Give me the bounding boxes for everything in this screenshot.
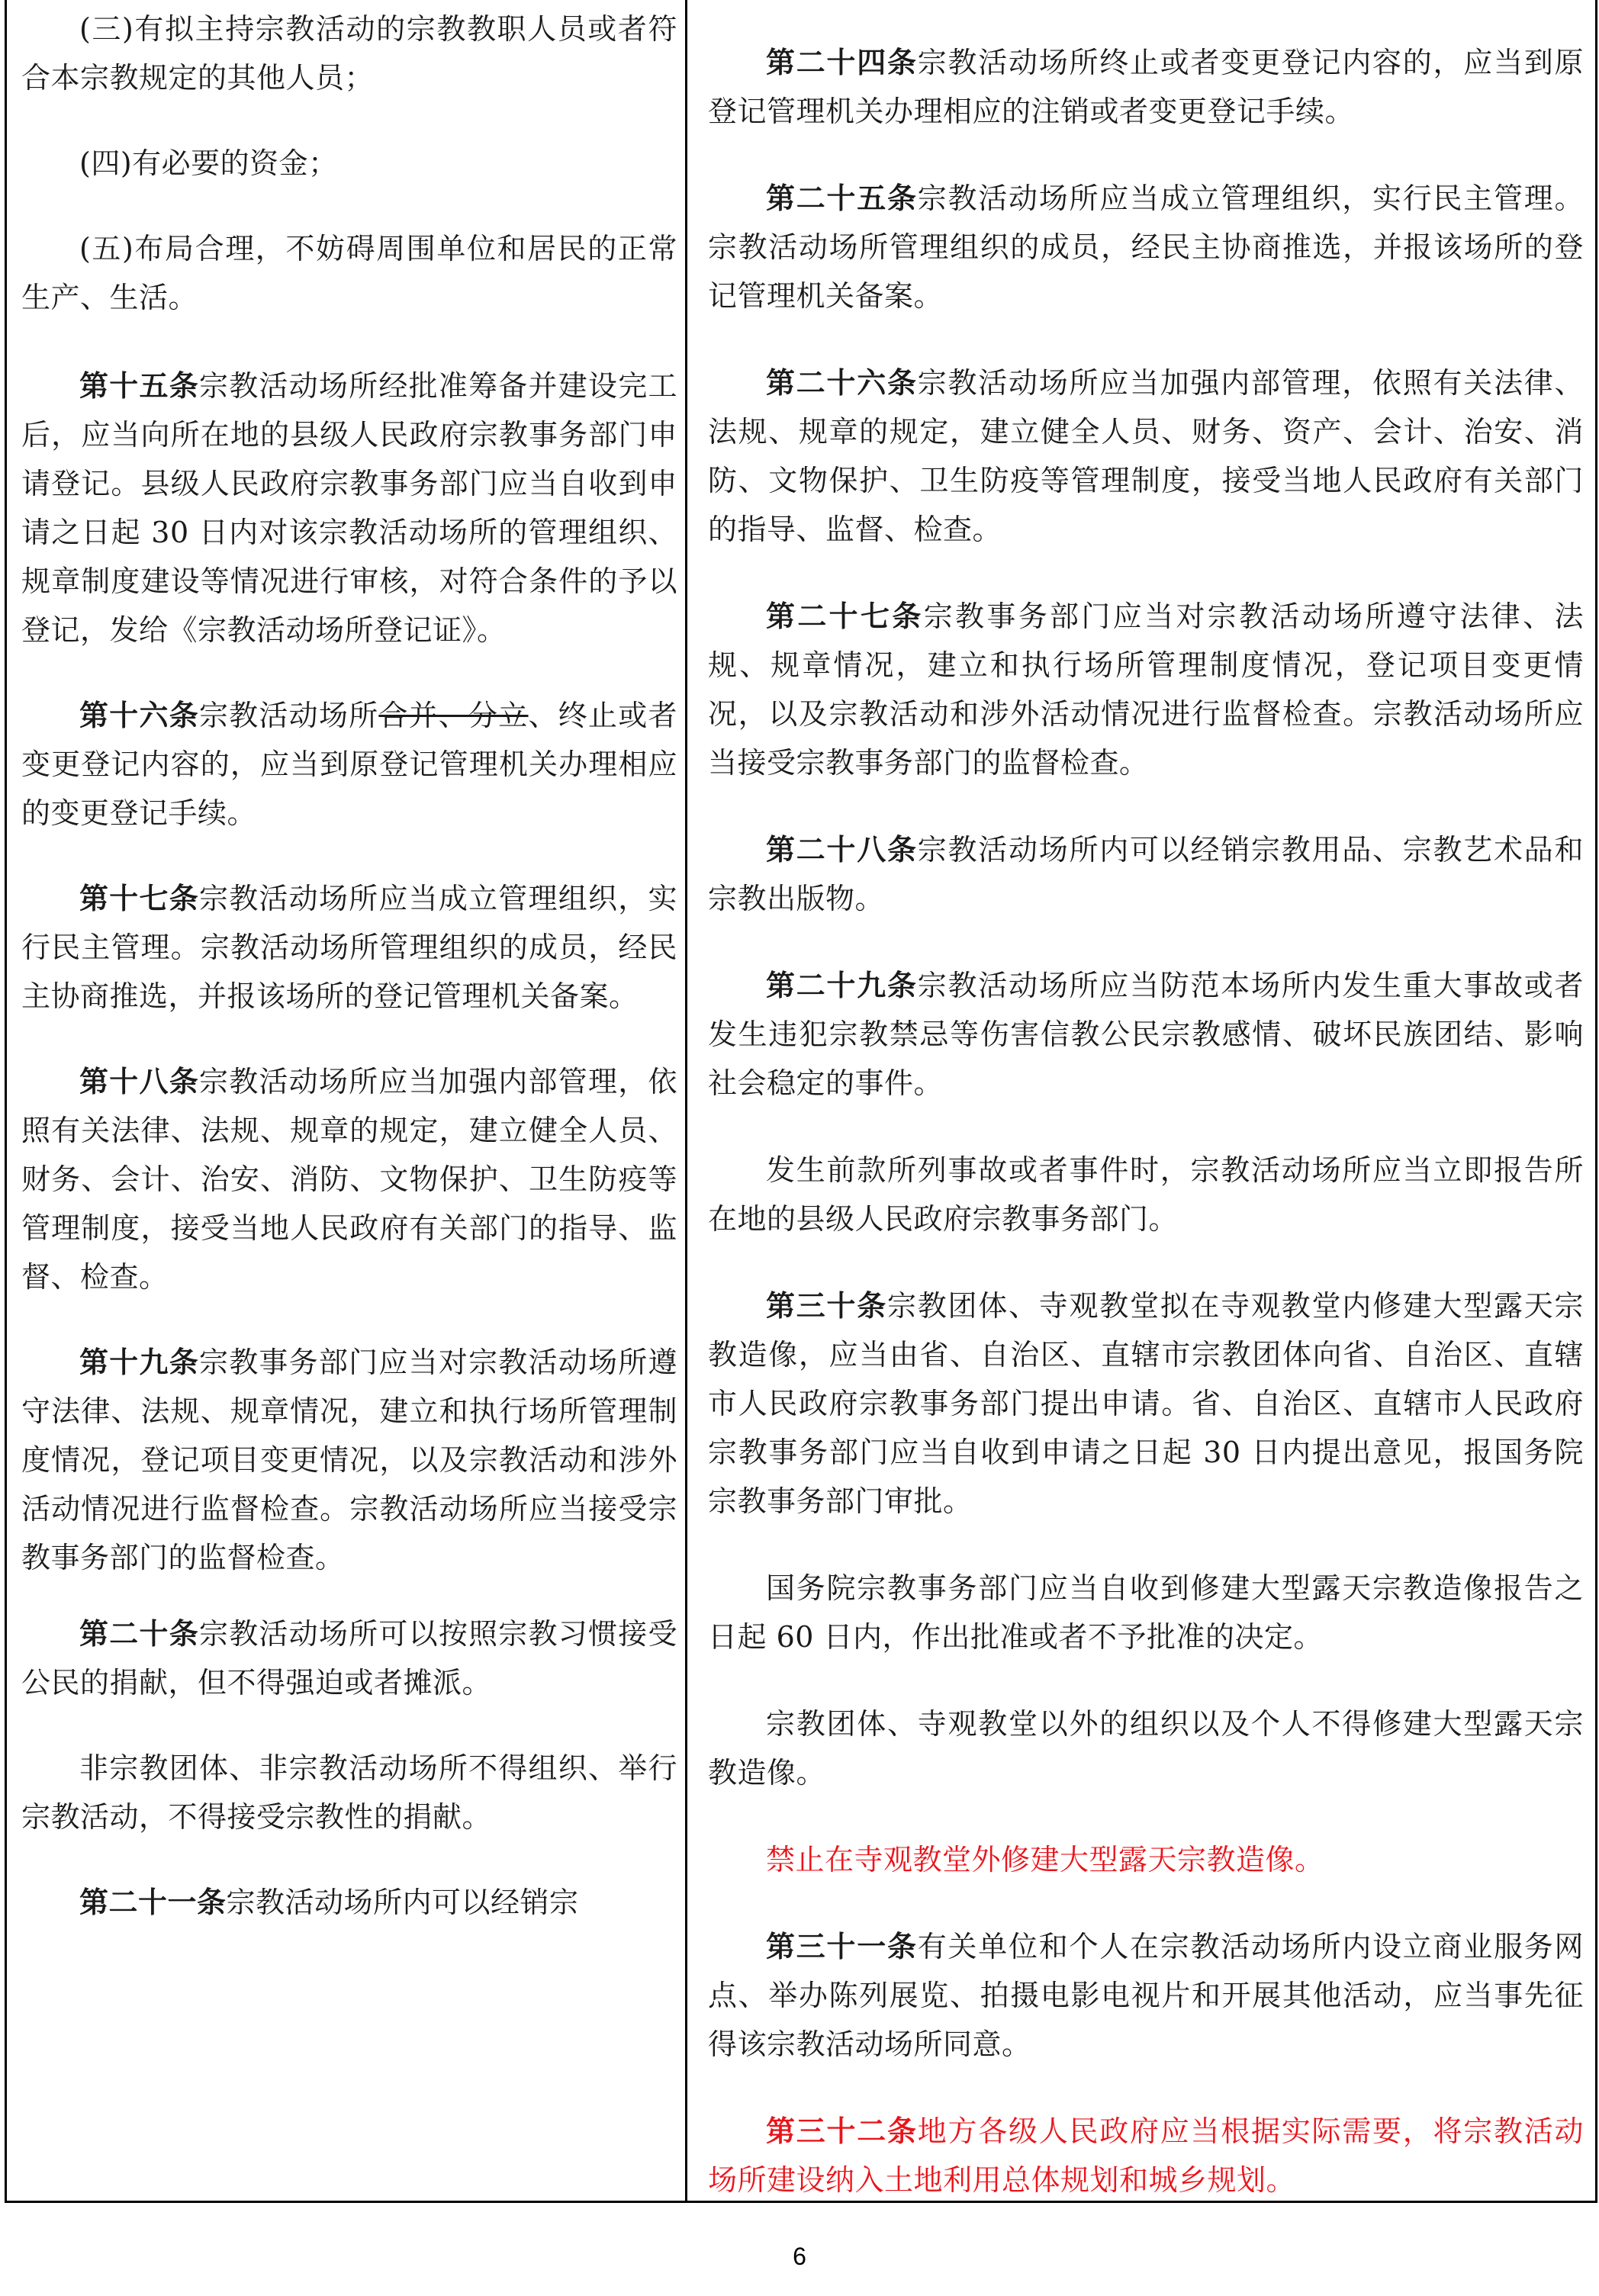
article-21: 第二十一条宗教活动场所内可以经销宗 <box>79 1885 579 1919</box>
article-heading: 第二十六条 <box>766 365 918 400</box>
article-30-para-4-added: 禁止在寺观教堂外修建大型露天宗教造像。 <box>766 1843 1324 1876</box>
article-20: 第二十条宗教活动场所可以按照宗教习惯接受公民的捐献，但不得强迫或者摊派。 <box>21 1616 677 1699</box>
article-heading: 第二十九条 <box>766 968 918 1002</box>
article-30-para-2: 国务院宗教事务部门应当自收到修建大型露天宗教造像报告之日起 60 日内，作出批准或者不予批准的决定。 <box>708 1571 1584 1654</box>
article-18: 第十八条宗教活动场所应当加强内部管理，依照有关法律、法规、规章的规定，建立健全人员、财务、会计、治安、消防、文物保护、卫生防疫等管理制度，接受当地人民政府有关部门的指导、监督、检查。 <box>21 1064 677 1294</box>
article-28: 第二十八条宗教活动场所内可以经销宗教用品、宗教艺术品和宗教出版物。 <box>708 832 1584 915</box>
article-heading: 第十九条 <box>79 1345 199 1379</box>
article-29: 第二十九条宗教活动场所应当防范本场所内发生重大事故或者发生违犯宗教禁忌等伤害信教公民宗教感情、破坏民族团结、影响社会稳定的事件。 <box>708 968 1584 1100</box>
article-29-para-2: 发生前款所列事故或者事件时，宗教活动场所应当立即报告所在地的县级人民政府宗教事务部门。 <box>708 1153 1584 1236</box>
article-heading: 第二十四条 <box>766 45 918 79</box>
article-30: 第三十条宗教团体、寺观教堂拟在寺观教堂内修建大型露天宗教造像，应当由省、自治区、直辖市宗教团体向省、自治区、直辖市人民政府宗教事务部门提出申请。省、自治区、直辖市人民政府宗教事务部门应当自收到申请之日起 30 日内提出意见，报国务院宗教事务部门审批。 <box>708 1288 1584 1518</box>
article-31: 第三十一条有关单位和个人在宗教活动场所内设立商业服务网点、举办陈列展览、拍摄电影电视片和开展其他活动，应当事先征得该宗教活动场所同意。 <box>708 1929 1584 2061</box>
article-32-added: 第三十二条地方各级人民政府应当根据实际需要，将宗教活动场所建设纳入土地利用总体规划和城乡规划。 <box>708 2114 1584 2197</box>
article-heading: 第十七条 <box>79 881 199 915</box>
article-30-para-3: 宗教团体、寺观教堂以外的组织以及个人不得修建大型露天宗教造像。 <box>708 1707 1584 1790</box>
article-17: 第十七条宗教活动场所应当成立管理组织，实行民主管理。宗教活动场所管理组织的成员，经民主协商推选，并报该场所的登记管理机关备案。 <box>21 881 677 1013</box>
article-24: 第二十四条宗教活动场所终止或者变更登记内容的，应当到原登记管理机关办理相应的注销或者变更登记手续。 <box>708 45 1584 128</box>
article-heading: 第十五条 <box>79 368 199 403</box>
item-3: (三)有拟主持宗教活动的宗教教职人员或者符合本宗教规定的其他人员； <box>21 12 677 95</box>
article-heading: 第二十五条 <box>766 181 918 215</box>
article-heading: 第二十条 <box>79 1616 199 1651</box>
article-heading: 第二十一条 <box>79 1885 227 1919</box>
column-divider <box>685 0 687 2203</box>
article-15: 第十五条宗教活动场所经批准筹备并建设完工后，应当向所在地的县级人民政府宗教事务部门申请登记。县级人民政府宗教事务部门应当自收到申请之日起 30 日内对该宗教活动场所的管理组织、规章制度建设等情况进行审核，对符合条件的予以登记，发给《宗教活动场所登记证》。 <box>21 368 677 647</box>
page-number: 6 <box>793 2243 806 2270</box>
article-heading: 第十六条 <box>79 698 199 732</box>
article-heading: 第二十七条 <box>766 599 924 633</box>
article-heading: 第三十条 <box>766 1288 887 1323</box>
article-20-para-2: 非宗教团体、非宗教活动场所不得组织、举行宗教活动，不得接受宗教性的捐献。 <box>21 1751 677 1834</box>
article-26: 第二十六条宗教活动场所应当加强内部管理，依照有关法律、法规、规章的规定，建立健全人员、财务、资产、会计、治安、消防、文物保护、卫生防疫等管理制度，接受当地人民政府有关部门的指导、监督、检查。 <box>708 365 1584 546</box>
article-heading: 第三十一条 <box>766 1929 918 1963</box>
right-column-new-text <box>708 0 1584 2204</box>
article-heading: 第十八条 <box>79 1064 199 1098</box>
article-27: 第二十七条宗教事务部门应当对宗教活动场所遵守法律、法规、规章情况，建立和执行场所管理制度情况，登记项目变更情况，以及宗教活动和涉外活动情况进行监督检查。宗教活动场所应当接受宗教事务部门的监督检查。 <box>708 599 1584 780</box>
article-heading: 第二十八条 <box>766 832 918 867</box>
item-4: (四)有必要的资金； <box>79 146 338 180</box>
left-column-old-text <box>21 0 677 1927</box>
deleted-text: 合并、分立 <box>378 699 529 732</box>
article-heading: 第三十二条 <box>766 2114 918 2148</box>
article-25: 第二十五条宗教活动场所应当成立管理组织，实行民主管理。宗教活动场所管理组织的成员，经民主协商推选，并报该场所的登记管理机关备案。 <box>708 181 1584 313</box>
article-19: 第十九条宗教事务部门应当对宗教活动场所遵守法律、法规、规章情况，建立和执行场所管理制度情况，登记项目变更情况，以及宗教活动和涉外活动情况进行监督检查。宗教活动场所应当接受宗教事务部门的监督检查。 <box>21 1345 677 1574</box>
article-16: 第十六条宗教活动场所合并、分立、终止或者变更登记内容的，应当到原登记管理机关办理相应的变更登记手续。 <box>21 698 677 830</box>
item-5: (五)布局合理，不妨碍周围单位和居民的正常生产、生活。 <box>21 232 677 314</box>
